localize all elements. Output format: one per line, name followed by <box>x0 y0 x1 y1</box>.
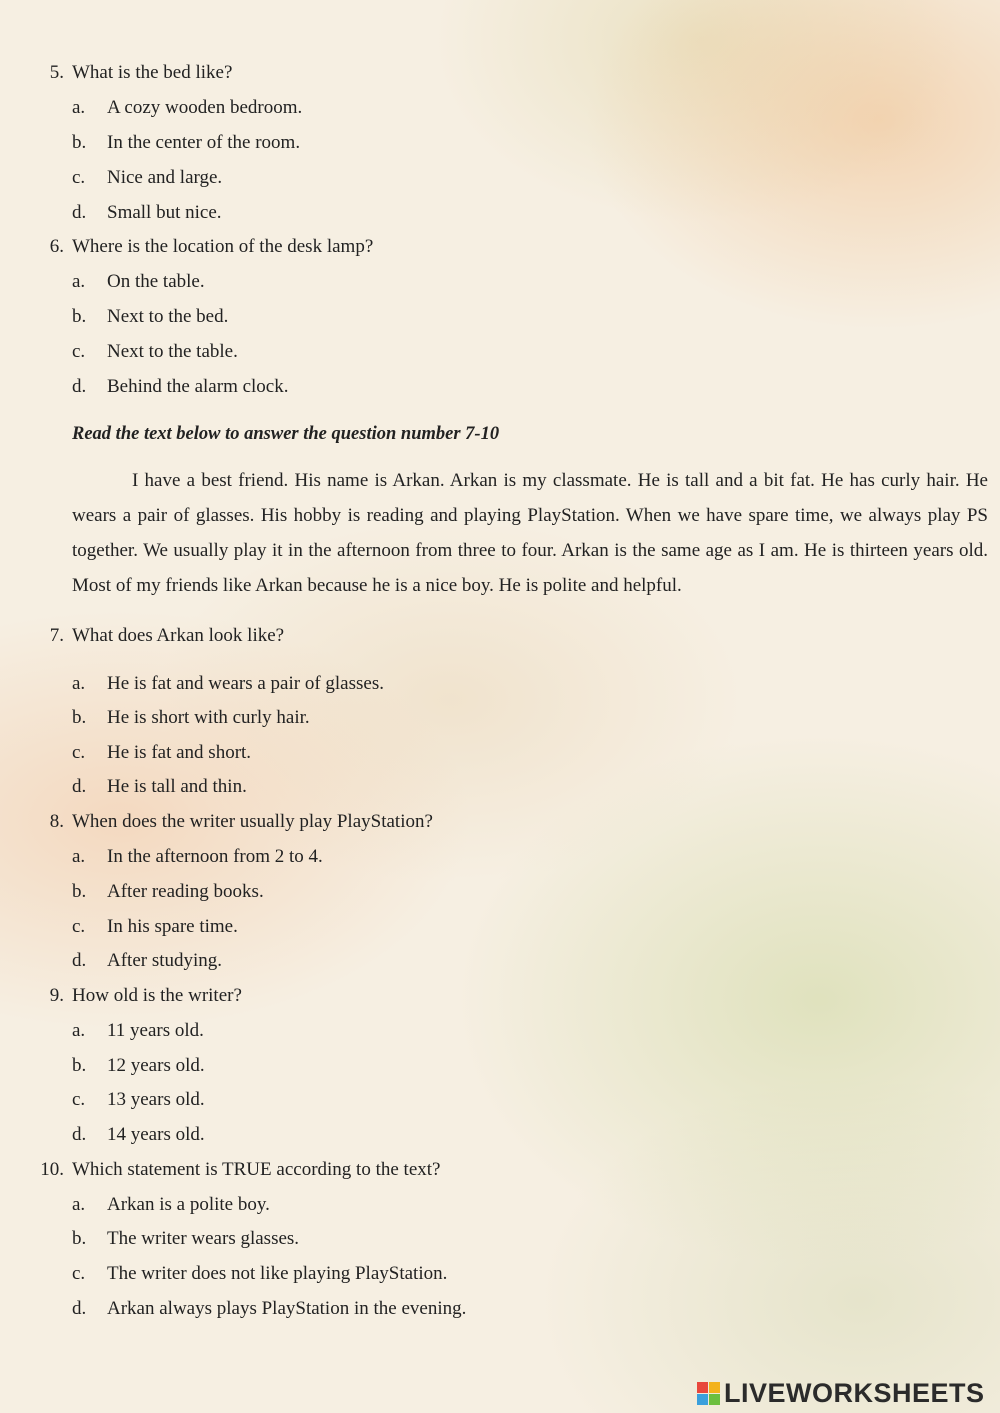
option-text: He is fat and short. <box>107 742 252 763</box>
question-number: 9. <box>49 985 64 1006</box>
option-text: He is short with curly hair. <box>107 707 310 728</box>
option-letter: a. <box>72 673 86 694</box>
option-text: 14 years old. <box>107 1124 205 1145</box>
option-letter: d. <box>72 376 87 397</box>
option-letter: d. <box>72 1298 87 1319</box>
question-number: 7. <box>49 625 64 646</box>
logo-tile <box>697 1394 708 1405</box>
option-text: Next to the table. <box>107 341 238 362</box>
option-text: 12 years old. <box>107 1055 205 1076</box>
reading-passage: I have a best friend. His name is Arkan. Arkan is my classmate. He is tall and a bit fat. He has curly hair. He wears a pair of glasses. His hobby is reading and playing PlayStation. When we have spare time, we always play PS together. We usually play it in the afternoon from three to four. Arkan is the same age as I am. He is thirteen years old. Most of my friends like Arkan because he is a nice boy. He is polite and helpful. <box>72 470 988 596</box>
question-text: What does Arkan look like? <box>72 625 285 646</box>
question-text: When does the writer usually play PlayStation? <box>72 811 433 832</box>
option-letter: a. <box>72 1194 86 1215</box>
option-letter: b. <box>72 707 87 728</box>
option-text: A cozy wooden bedroom. <box>107 97 303 118</box>
option-text: After studying. <box>107 950 223 971</box>
option-letter: b. <box>72 1055 87 1076</box>
option-text: He is fat and wears a pair of glasses. <box>107 673 384 694</box>
option-letter: d. <box>72 776 87 797</box>
option-text: Arkan always plays PlayStation in the evening. <box>107 1298 467 1319</box>
logo-tile <box>697 1382 708 1393</box>
option-text: In his spare time. <box>107 916 238 937</box>
logo-tile <box>709 1382 720 1393</box>
option-letter: b. <box>72 1228 87 1249</box>
question-text: How old is the writer? <box>72 985 242 1006</box>
logo-tile <box>709 1394 720 1405</box>
option-letter: a. <box>72 271 86 292</box>
option-letter: b. <box>72 881 87 902</box>
option-text: The writer does not like playing PlayStation. <box>107 1263 448 1284</box>
question-text: What is the bed like? <box>72 62 233 83</box>
option-text: Nice and large. <box>107 167 223 188</box>
option-letter: c. <box>72 341 86 362</box>
option-text: Next to the bed. <box>107 306 229 327</box>
option-text: In the afternoon from 2 to 4. <box>107 846 323 867</box>
option-text: 13 years old. <box>107 1089 205 1110</box>
question-text: Where is the location of the desk lamp? <box>72 236 374 257</box>
option-letter: c. <box>72 1263 86 1284</box>
option-text: In the center of the room. <box>107 132 301 153</box>
option-letter: a. <box>72 97 86 118</box>
question-number: 6. <box>49 236 64 257</box>
option-letter: d. <box>72 202 87 223</box>
option-letter: b. <box>72 306 87 327</box>
option-letter: c. <box>72 916 86 937</box>
option-text: On the table. <box>107 271 205 292</box>
liveworksheets-logo[interactable] <box>697 1378 985 1408</box>
option-letter: c. <box>72 742 86 763</box>
option-text: Small but nice. <box>107 202 222 223</box>
option-letter: a. <box>72 846 86 867</box>
option-text: The writer wears glasses. <box>107 1228 300 1249</box>
logo-mark-icon <box>697 1382 720 1405</box>
option-text: Arkan is a polite boy. <box>107 1194 270 1215</box>
option-letter: a. <box>72 1020 86 1041</box>
option-letter: c. <box>72 1089 86 1110</box>
question-number: 10. <box>40 1159 64 1180</box>
option-letter: c. <box>72 167 86 188</box>
logo-text: LIVEWORKSHEETS <box>724 1377 985 1408</box>
option-letter: b. <box>72 132 87 153</box>
option-text: 11 years old. <box>107 1020 204 1041</box>
question-text: Which statement is TRUE according to the text? <box>72 1159 441 1180</box>
reading-instruction: Read the text below to answer the question number 7-10 <box>72 424 500 444</box>
question-number: 8. <box>49 811 64 832</box>
option-letter: d. <box>72 950 87 971</box>
option-letter: d. <box>72 1124 87 1145</box>
question-number: 5. <box>49 62 64 83</box>
option-text: He is tall and thin. <box>107 776 247 797</box>
option-text: Behind the alarm clock. <box>107 376 289 397</box>
option-text: After reading books. <box>107 881 264 902</box>
